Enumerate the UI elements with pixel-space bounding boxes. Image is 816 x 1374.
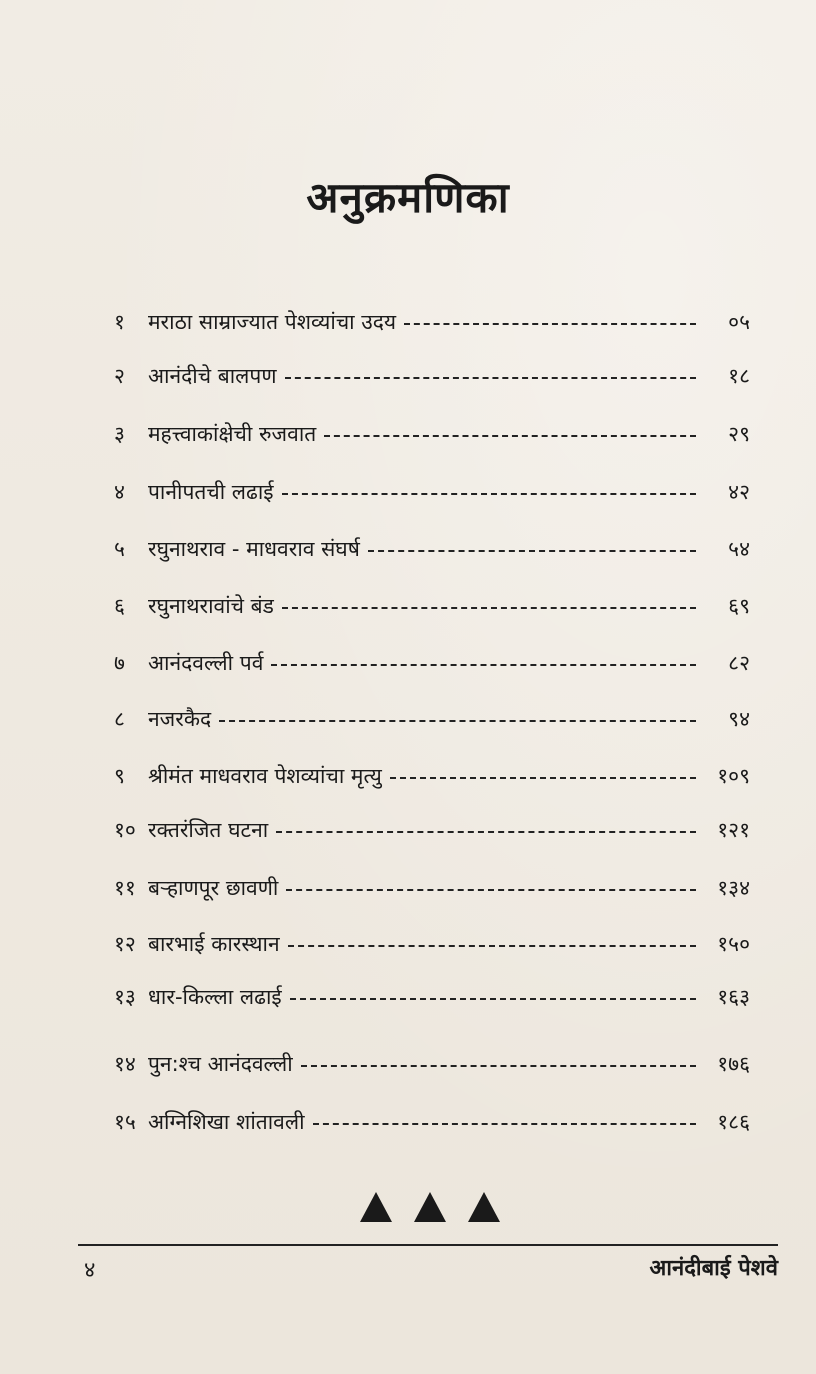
toc-entry	[100, 417, 750, 451]
toc-entry-title: बारभाई कारस्थान	[148, 932, 280, 956]
toc-entry-number: ९	[114, 764, 125, 788]
toc-entry-title: मराठा साम्राज्यात पेशव्यांचा उदय	[148, 310, 397, 334]
toc-entry	[100, 359, 750, 393]
toc-entry-number: २	[114, 364, 125, 388]
page-title: अनुक्रमणिका	[306, 173, 510, 222]
toc-entry-page: १२१	[717, 818, 750, 842]
toc-entry	[100, 702, 750, 736]
toc-entry-number: ८	[114, 707, 125, 731]
toc-entry-number: १३	[114, 985, 136, 1009]
triangle-icon	[468, 1192, 500, 1222]
dotted-leader	[368, 550, 696, 552]
toc-entry-title: आनंदीचे बालपण	[148, 364, 277, 388]
dotted-leader	[282, 493, 696, 495]
toc-entry-page: १६३	[717, 985, 750, 1009]
toc-entry-page: ४२	[728, 480, 750, 504]
toc-entry-title: धार-किल्ला लढाई	[148, 985, 282, 1009]
toc-entry-page: १८	[728, 364, 750, 388]
toc-entry-page: ०५	[728, 310, 750, 334]
toc-entry-title: बऱ्हाणपूर छावणी	[148, 876, 279, 900]
toc-entry	[100, 1047, 750, 1081]
dotted-leader	[282, 607, 696, 609]
toc-entry-page: ५४	[728, 537, 750, 561]
toc-entry-title: पुन:श्च आनंदवल्ली	[148, 1052, 293, 1076]
triangle-icon	[414, 1192, 446, 1222]
dotted-leader	[313, 1123, 696, 1125]
toc-entry-title: श्रीमंत माधवराव पेशव्यांचा मृत्यु	[148, 764, 382, 788]
toc-entry-page: १३४	[717, 876, 750, 900]
toc-entry-title: रघुनाथराव - माधवराव संघर्ष	[148, 537, 360, 561]
dotted-leader	[286, 889, 696, 891]
dotted-leader	[276, 831, 696, 833]
toc-entry-number: १५	[114, 1110, 136, 1134]
toc-entry	[100, 759, 750, 793]
toc-entry	[100, 927, 750, 961]
dotted-leader	[219, 720, 696, 722]
toc-entry	[100, 646, 750, 680]
toc-entry-title: अग्निशिखा शांतावली	[148, 1110, 305, 1134]
toc-entry	[100, 980, 750, 1014]
toc-entry	[100, 589, 750, 623]
ornament-triangles	[360, 1192, 500, 1226]
toc-entry-page: ८२	[728, 651, 750, 675]
toc-entry-number: १२	[114, 932, 136, 956]
toc-entry-page: ९४	[728, 707, 750, 731]
toc-entry-page: १५०	[717, 932, 750, 956]
toc-entry-number: १	[114, 310, 125, 334]
toc-entry-page: १०९	[717, 764, 750, 788]
toc-entry-page: ६९	[728, 594, 750, 618]
dotted-leader	[285, 377, 697, 379]
dotted-leader	[390, 777, 696, 779]
dotted-leader	[404, 323, 696, 325]
toc-entry	[100, 813, 750, 847]
toc-entry-number: ३	[114, 422, 125, 446]
toc-entry	[100, 305, 750, 339]
toc-entry-number: १४	[114, 1052, 136, 1076]
toc-entry-number: ५	[114, 537, 125, 561]
toc-entry-number: १०	[114, 818, 136, 842]
footer-book-title: आनंदीबाई पेशवे	[649, 1256, 778, 1281]
dotted-leader	[290, 998, 696, 1000]
toc-entry-title: रक्तरंजित घटना	[148, 818, 269, 842]
triangle-icon	[360, 1192, 392, 1222]
toc-entry	[100, 532, 750, 566]
toc-entry-page: २९	[728, 422, 750, 446]
footer-divider	[78, 1244, 778, 1246]
toc-entry-number: ७	[114, 651, 125, 675]
toc-entry	[100, 871, 750, 905]
toc-entry-number: ४	[114, 480, 125, 504]
toc-entry-title: महत्त्वाकांक्षेची रुजवात	[148, 422, 317, 446]
toc-entry-number: ११	[114, 876, 136, 900]
toc-entry-page: १७६	[717, 1052, 750, 1076]
dotted-leader	[288, 945, 696, 947]
toc-entry-number: ६	[114, 594, 125, 618]
dotted-leader	[301, 1065, 696, 1067]
footer-page-number: ४	[84, 1258, 96, 1283]
dotted-leader	[324, 435, 696, 437]
toc-entry-title: आनंदवल्ली पर्व	[148, 651, 264, 675]
toc-entry	[100, 1105, 750, 1139]
toc-entry-title: पानीपतची लढाई	[148, 480, 274, 504]
toc-entry-title: रघुनाथरावांचे बंड	[148, 594, 274, 618]
toc-entry	[100, 475, 750, 509]
toc-entry-page: १८६	[717, 1110, 750, 1134]
toc-entry-title: नजरकैद	[148, 707, 212, 731]
dotted-leader	[271, 664, 696, 666]
